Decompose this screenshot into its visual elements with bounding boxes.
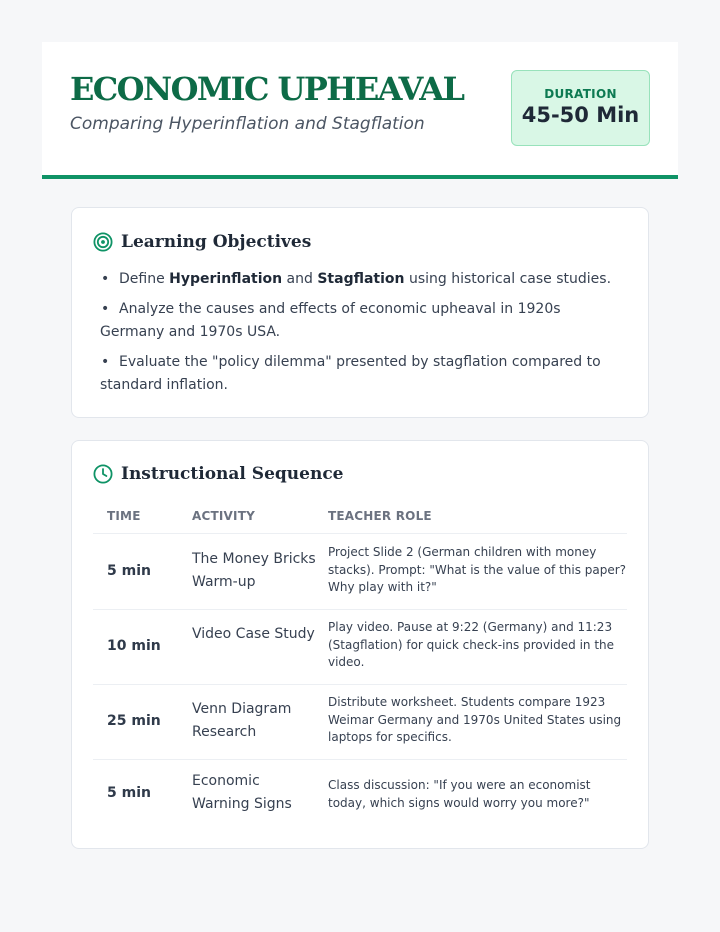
page-title: ECONOMIC UPHEAVAL — [70, 70, 464, 108]
clock-icon — [93, 464, 113, 484]
duration-value: 45-50 Min — [521, 103, 640, 127]
objective-item: • Analyze the causes and effects of economic upheaval in 1920s Germany and 1970s USA. — [100, 301, 561, 340]
duration-label: DURATION — [544, 87, 617, 101]
row-activity: The Money Bricks Warm-up — [192, 551, 316, 590]
row-activity: Venn Diagram Research — [192, 701, 292, 740]
table-header-divider — [93, 533, 627, 534]
row-teacher-role: Class discussion: "If you were an economist today, which signs would worry you more?" — [328, 778, 591, 810]
column-header-teacher-role: TEACHER ROLE — [328, 509, 432, 523]
page-subtitle: Comparing Hyperinflation and Stagflation — [70, 114, 425, 134]
row-activity: Video Case Study — [192, 626, 315, 642]
objective-item: • Evaluate the "policy dilemma" presented by stagflation compared to standard inflation. — [100, 354, 601, 393]
column-header-activity: ACTIVITY — [192, 509, 255, 523]
column-header-time: TIME — [107, 509, 141, 523]
duration-badge — [511, 70, 650, 146]
objectives-list — [100, 268, 620, 404]
row-divider — [93, 609, 627, 610]
learning-objectives-card — [71, 207, 649, 418]
row-divider — [93, 684, 627, 685]
row-teacher-role: Play video. Pause at 9:22 (Germany) and 11:23 (Stagflation) for quick check-ins provided in the video. — [328, 620, 615, 669]
sequence-title: Instructional Sequence — [121, 464, 344, 484]
target-icon — [93, 232, 113, 252]
row-divider — [93, 759, 627, 760]
row-teacher-role: Distribute worksheet. Students compare 1923 Weimar Germany and 1970s United States using laptops for specifics. — [328, 695, 622, 744]
row-time: 5 min — [107, 563, 151, 579]
row-time: 10 min — [107, 638, 161, 654]
row-teacher-role: Project Slide 2 (German children with money stacks). Prompt: "What is the value of this paper? Why play with it?" — [328, 545, 627, 594]
instructional-sequence-card — [71, 440, 649, 849]
objective-item: • Define Hyperinflation and Stagflation using historical case studies. — [101, 271, 612, 287]
objectives-title: Learning Objectives — [121, 232, 312, 252]
lesson-header — [42, 42, 678, 179]
row-time: 25 min — [107, 713, 161, 729]
row-time: 5 min — [107, 785, 151, 801]
row-activity: Economic Warning Signs — [192, 773, 292, 812]
